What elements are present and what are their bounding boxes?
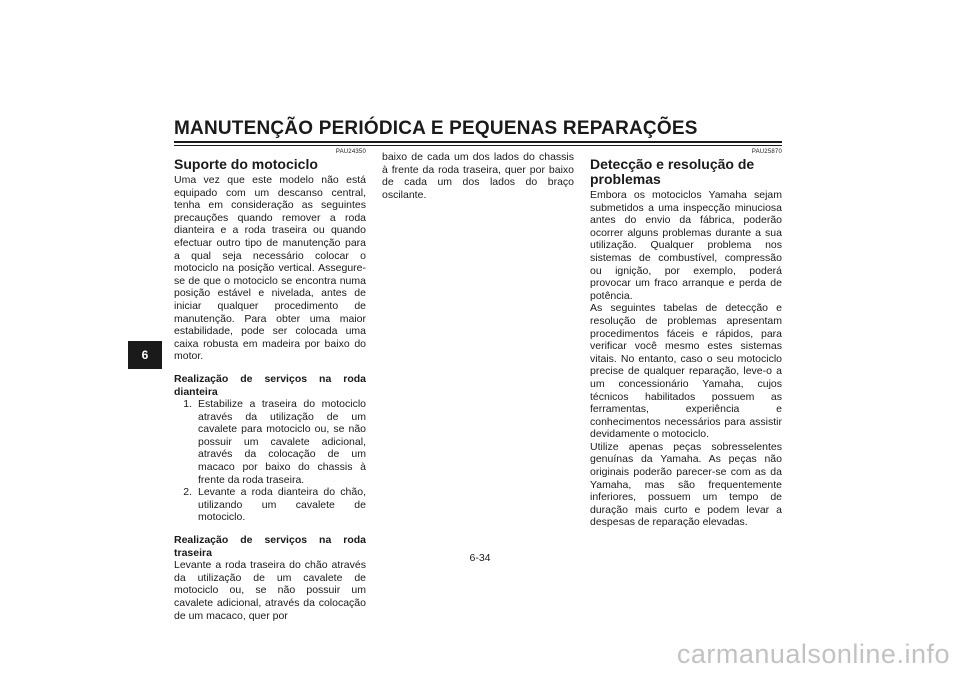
- rear-wheel-paragraph: Levante a roda traseira do chão através da utilização de um cavalete de motociclo ou, se não possuir um cavalete adicional, através da colocação de um macaco, quer por: [174, 559, 366, 622]
- troubleshooting-paragraph-2: As seguintes tabelas de detecção e resolução de problemas apresentam procedimentos fáceis e rápidos, para verificar você mesmo estes sistemas vitais. No entanto, caso o seu motociclo precise de qualquer reparação, leve-o a um concessionário Yamaha, cujos técnicos habilitados possuem as ferramentas, experiência e conhecimentos necessários para assistir devidamente o motociclo.: [590, 302, 782, 441]
- section-code: PAU24350: [335, 149, 366, 155]
- list-text: Estabilize a traseira do motociclo através da utilização de um cavalete para motociclo ou, se não possuir um cavalete adicional, através da colocação de um macaco por baixo do chassis à frente da roda traseira.: [198, 398, 366, 486]
- header-rule-thick: [174, 141, 782, 143]
- header-rule-thin: [174, 145, 782, 146]
- troubleshooting-paragraph-3: Utilize apenas peças sobresselentes genuínas da Yamaha. As peças não originais poderão parecer-se com as da Yamaha, mas são frequentemente inferiores, possuem um tempo de duração mais curto e podem levar a despesas de reparação elevadas.: [590, 440, 782, 529]
- chapter-tab-label: 6: [141, 348, 149, 362]
- column-right: [590, 148, 782, 529]
- troubleshooting-paragraph-1: Embora os motociclos Yamaha sejam submetidos a uma inspecção minuciosa antes do envio da fábrica, poderão ocorrer alguns problemas durante a sua utilização. Qualquer problema nos sistemas de combustível, compressão ou ignição, por exemplo, poderá provocar um fraco arranque e perda de potência.: [590, 189, 782, 302]
- column-left: [174, 148, 366, 622]
- stand-paragraph: Uma vez que este modelo não está equipado com um descanso central, tenha em consideração as seguintes precauções quando remover a roda dianteira e a roda traseira ou quando efectuar outro tipo de manutenção para a qual seja necessário colocar o motociclo na posição vertical. Assegure-se de que o motociclo se encontra numa posição estável e nivelada, antes de iniciar qualquer procedimento de manutenção. Para obter uma maior estabilidade, pode ser colocada uma caixa robusta em madeira por baixo do motor.: [174, 174, 366, 363]
- page-title: MANUTENÇÃO PERIÓDICA E PEQUENAS REPARAÇÕES: [174, 118, 698, 139]
- watermark-text: carmanualsonline.info: [676, 639, 950, 669]
- rear-wheel-heading: Realização de serviços na roda traseira: [174, 534, 366, 559]
- column-middle: [382, 151, 574, 201]
- list-number: 2.: [183, 486, 192, 499]
- section-code: PAU25870: [751, 149, 782, 155]
- page-number: 6-34: [469, 552, 491, 564]
- chapter-tab: [128, 341, 162, 369]
- list-number: 1.: [183, 398, 192, 411]
- front-wheel-heading: Realização de serviços na roda dianteira: [174, 372, 366, 398]
- list-item: [174, 486, 366, 524]
- section-heading-stand: Suporte do motociclo: [174, 156, 318, 172]
- list-text: Levante a roda dianteira do chão, utilizando um cavalete de motociclo.: [198, 486, 366, 524]
- list-item: [174, 398, 366, 486]
- rear-wheel-paragraph-continued: baixo de cada um dos lados do chassis à frente da roda traseira, quer por baixo de cada um dos lados do braço oscilante.: [382, 151, 574, 201]
- section-heading-troubleshooting: Detecção e resolução de problemas: [590, 156, 755, 187]
